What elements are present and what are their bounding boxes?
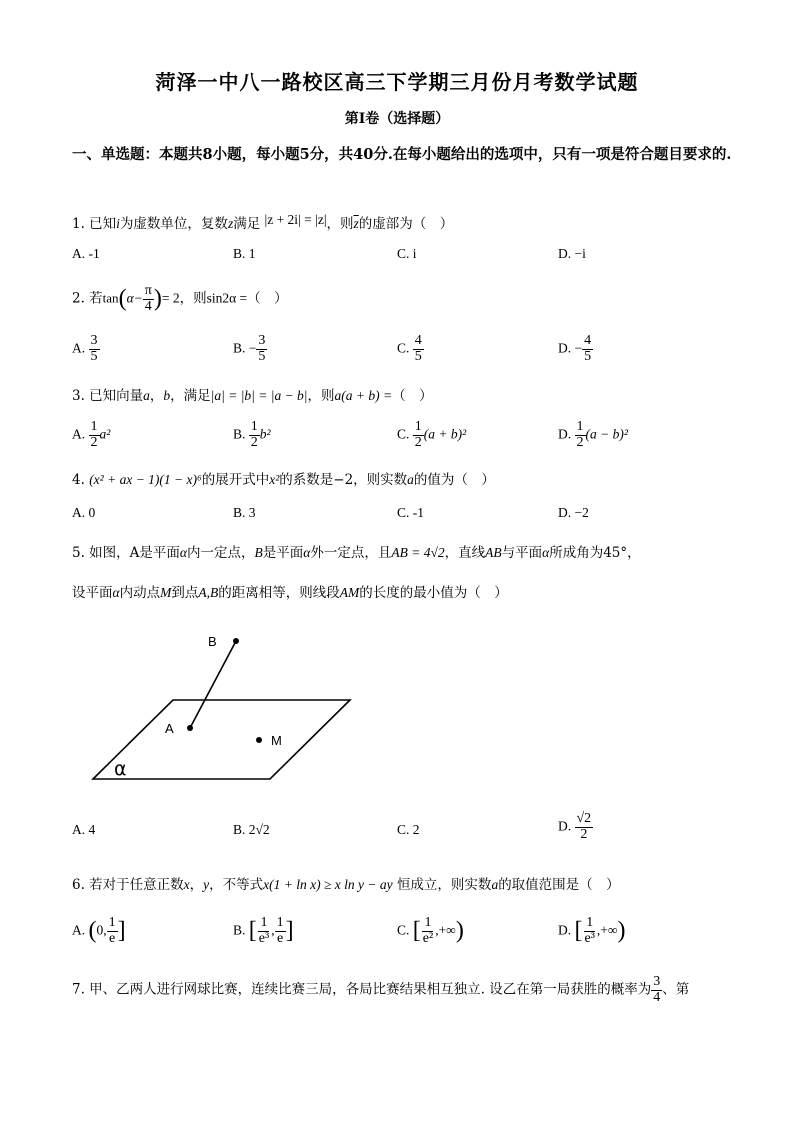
- q3-option-b[interactable]: B. $\frac{1}{2}$ b²: [233, 419, 271, 450]
- q4-a: a: [407, 472, 414, 487]
- q2-option-b[interactable]: B. − $\frac{3}{5}$: [233, 333, 266, 364]
- q6-option-b[interactable]: B. [ $\frac{1}{\text{e³}}$ , $\frac{1}{e}$ ]: [233, 915, 294, 946]
- q2-paren-left: (: [118, 285, 127, 312]
- q3-text: （ ）: [392, 388, 433, 404]
- label-m: M: [271, 733, 282, 748]
- q2-text: ，则: [179, 290, 207, 307]
- label-b: B: [208, 634, 217, 649]
- q6-inequality: x(1 + ln x) ≥ x ln y − ay: [263, 877, 393, 892]
- section-heading: 一、单选题：本题共8小题，每小题5分，共40分.在每小题给出的选项中，只有一项是符合题目要求的.: [72, 146, 732, 163]
- q2-option-d[interactable]: D. − $\frac{4}{5}$: [558, 333, 592, 364]
- q5-ab: AB = 4√2: [391, 545, 445, 560]
- q1-text: 为虚数单位，复数: [119, 216, 228, 232]
- q4-x2: x²: [269, 472, 280, 487]
- q2-option-c[interactable]: C. $\frac{4}{5}$: [397, 333, 422, 364]
- q1-z: z: [227, 216, 234, 231]
- q5-option-a[interactable]: A. 4: [72, 822, 96, 837]
- q6-option-c[interactable]: C. [ $\frac{1}{\text{e²}}$ ,+∞): [397, 915, 464, 946]
- q1-text: 1. 已知: [72, 216, 117, 232]
- q3-option-a[interactable]: A. $\frac{1}{2}$ a²: [72, 419, 111, 450]
- q4-option-b[interactable]: B. 3: [233, 505, 256, 520]
- q4-text: 的展开式中: [201, 472, 270, 488]
- point-a: [187, 725, 193, 731]
- q6-option-d[interactable]: D. [ $\frac{1}{\text{e³}}$ ,+∞): [558, 915, 626, 946]
- q1-option-a[interactable]: A. -1: [72, 246, 100, 261]
- q4-expr: (x² + ax − 1)(1 − x)⁶: [89, 472, 202, 487]
- q2-text: （ ）: [247, 290, 288, 307]
- plane-alpha: [93, 700, 350, 779]
- q3-option-c[interactable]: C. $\frac{1}{2}$ (a + b)²: [397, 419, 467, 450]
- q2-pi-over-4: $\frac{\pi}{4}$: [144, 283, 152, 314]
- q5-option-b[interactable]: B. 2√2: [233, 822, 270, 837]
- q6-option-a[interactable]: A. (0, $\frac{1}{e}$ ]: [72, 915, 126, 946]
- q3-vec-a: a: [143, 388, 150, 403]
- question-6: 6. 若对于任意正数x，y，不等式x(1 + ln x) ≥ x ln y − ay 恒成立，则实数a的取值范围是（ ）: [72, 877, 620, 893]
- exam-title: 菏泽一中八一路校区高三下学期三月份月考数学试题: [155, 70, 639, 94]
- question-5-line-1: 5. 如图，A是平面α内一定点，B是平面α外一定点，且AB = 4√2，直线AB与平面α所成角为45°，: [72, 545, 641, 561]
- q2-eq: = 2: [161, 290, 180, 306]
- part-subtitle: 第Ⅰ卷（选择题）: [344, 111, 450, 127]
- plane-figure: [90, 630, 360, 790]
- q1-text: 的虚部为（ ）: [358, 216, 454, 232]
- q1-option-c[interactable]: C. i: [397, 246, 417, 261]
- q1-option-b[interactable]: B. 1: [233, 246, 256, 261]
- q2-option-a[interactable]: A. $\frac{3}{5}$: [72, 333, 98, 364]
- question-2: [72, 284, 288, 314]
- label-a: A: [165, 721, 174, 736]
- q4-text: 的值为（ ）: [413, 472, 495, 488]
- question-3: 3. 已知向量a，b，满足|a| = |b| = |a − b|，则a(a + b) =（ ）: [72, 388, 433, 404]
- q2-sin: sin2α =: [206, 290, 248, 306]
- q3-vec-b: b: [163, 388, 171, 403]
- q1-text: ，则: [326, 216, 354, 232]
- q3-condition: |a| = |b| = |a − b|: [210, 388, 308, 403]
- q1-option-d[interactable]: D. −i: [558, 246, 586, 261]
- q3-text: ，则: [307, 388, 335, 404]
- q2-alpha: α−: [126, 290, 143, 306]
- q1-zbar: $\overline{z}$: [353, 216, 359, 231]
- q3-text: 3. 已知向量: [72, 388, 144, 404]
- q4-text: 的系数是−2，则实数: [279, 472, 408, 488]
- q3-expr: a(a + b) =: [334, 388, 393, 403]
- q4-option-a[interactable]: A. 0: [72, 505, 96, 520]
- point-b: [233, 638, 239, 644]
- q1-i: i: [116, 216, 120, 231]
- q4-text: 4.: [72, 472, 85, 488]
- question-7: 7. 甲、乙两人进行网球比赛，连续比赛三局，各局比赛结果相互独立. 设乙在第一局获胜的概率为 $\frac{3}{4}$ 、第: [72, 974, 690, 1005]
- q4-option-c[interactable]: C. -1: [397, 505, 424, 520]
- q2-paren-right: ): [153, 285, 162, 312]
- q4-option-d[interactable]: D. −2: [558, 505, 589, 520]
- question-5-line-2: 设平面α内动点M到点A,B的距离相等，则线段AM的长度的最小值为（ ）: [72, 585, 508, 601]
- label-alpha: α: [114, 758, 127, 780]
- question-1: [72, 212, 453, 232]
- q1-condition: |z + 2i| = |z|: [264, 212, 327, 227]
- q1-text: 满足: [233, 216, 261, 232]
- question-4: [72, 468, 495, 488]
- q5-option-c[interactable]: C. 2: [397, 822, 420, 837]
- point-m: [256, 737, 262, 743]
- segment-ab: [190, 641, 236, 728]
- q5-option-d[interactable]: D. $\frac{√2}{2}$: [558, 811, 592, 842]
- q2-text: 2. 若: [72, 290, 103, 307]
- q3-text: ，满足: [170, 388, 211, 404]
- q7-prob: $\frac{3}{4}$: [653, 974, 661, 1005]
- q2-tan: tan: [102, 290, 119, 306]
- q3-option-d[interactable]: D. $\frac{1}{2}$ (a − b)²: [558, 419, 628, 450]
